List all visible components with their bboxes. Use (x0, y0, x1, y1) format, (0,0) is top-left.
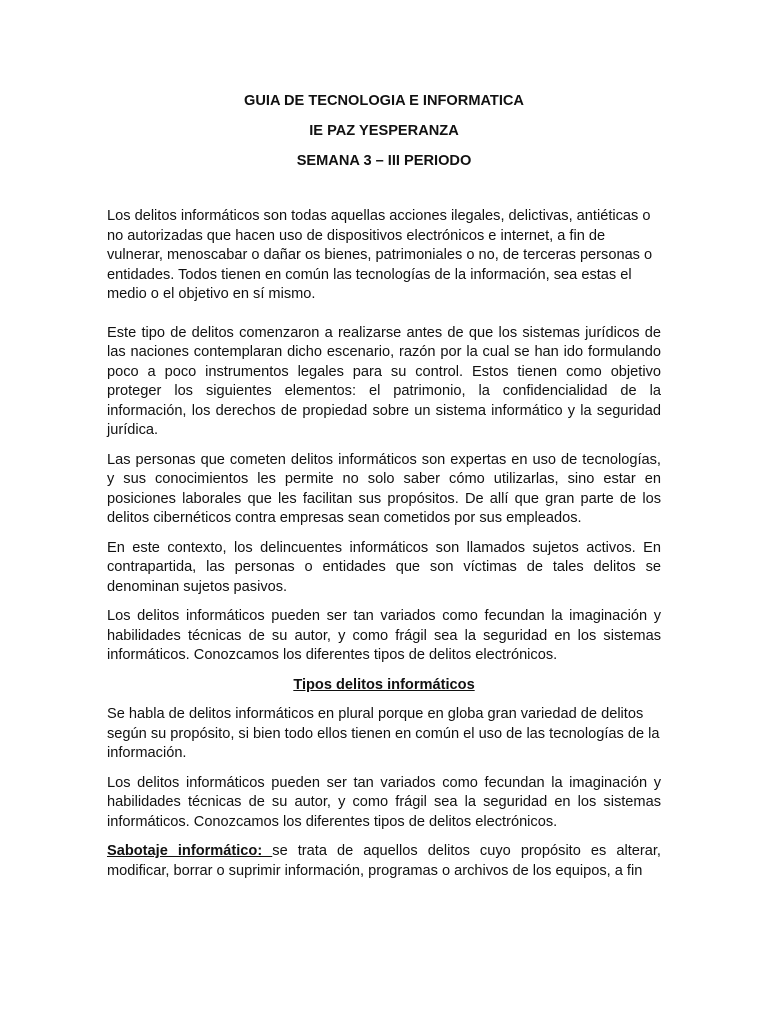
paragraph-perpetrators: Las personas que cometen delitos informáticos son expertas en uso de tecnologías, y sus conocimientos les permite no solo saber cómo utilizarlas, sino estar en posiciones laborales que les facilitan sus propósitos. De allí que gran parte de los delitos cibernéticos contra empresas sean cometidos por sus empleados. (107, 451, 661, 526)
week-period: SEMANA 3 – III PERIODO (296, 153, 472, 169)
paragraph-origin: Este tipo de delitos comenzaron a realizarse antes de que los sistemas jurídicos de las naciones contemplaran dicho escenario, razón por la cual se han ido formulando poco a poco instrumentos legales para su control. Estos tienen como objetivo proteger los siguientes elementos: el patrimonio, la confidencialidad de la información, los derechos de propiedad sobre un sistema informático y la seguridad jurídica. (107, 324, 661, 438)
paragraph-variety-repeat: Los delitos informáticos pueden ser tan variados como fecundan la imaginación y habilidades técnicas de su autor, y como frágil sea la seguridad en los sistemas informáticos. Conozcamos los diferentes tipos de delitos electrónicos. (107, 774, 661, 830)
section-heading: Tipos delitos informáticos (293, 676, 475, 693)
paragraph-variety: Los delitos informáticos pueden ser tan variados como fecundan la imaginación y habilidades técnicas de su autor, y como frágil sea la seguridad en los sistemas informáticos. Conozcamos los diferentes tipos de delitos electrónicos. (107, 608, 661, 663)
paragraph-subjects: En este contexto, los delincuentes informáticos son llamados sujetos activos. En contrapartida, las personas o entidades que son víctimas de tales delitos se denominan sujetos pasivos. (107, 539, 661, 595)
paragraph-definition: Los delitos informáticos son todas aquellas acciones ilegales, delictivas, antiéticas o no autorizadas que hacen uso de dispositivos electrónicos e internet, a fin de vulnerar, menoscabar o dañar os bienes, patrimoniales o no, de terceras personas o entidades. Todos tienen en común las tecnologías de la información, sea estas el medio o el objetivo en sí mismo. (107, 208, 653, 302)
document-header (107, 92, 661, 170)
paragraph-plural: Se habla de delitos informáticos en plural porque en globa gran variedad de delitos según su propósito, si bien todo ellos tienen en común el uso de las tecnologías de la información. (107, 706, 660, 761)
school-name: IE PAZ YESPERANZA (309, 123, 459, 139)
document-body (107, 207, 661, 881)
sabotage-description: se trata de aquellos delitos cuyo propósito es alterar, modificar, borrar o suprimir información, programas o archivos de los equipos, a fin (107, 843, 661, 879)
paragraph-sabotage (107, 842, 661, 881)
sabotage-term: Sabotaje informático: (107, 843, 273, 859)
guide-title: GUIA DE TECNOLOGIA E INFORMATICA (244, 93, 524, 109)
